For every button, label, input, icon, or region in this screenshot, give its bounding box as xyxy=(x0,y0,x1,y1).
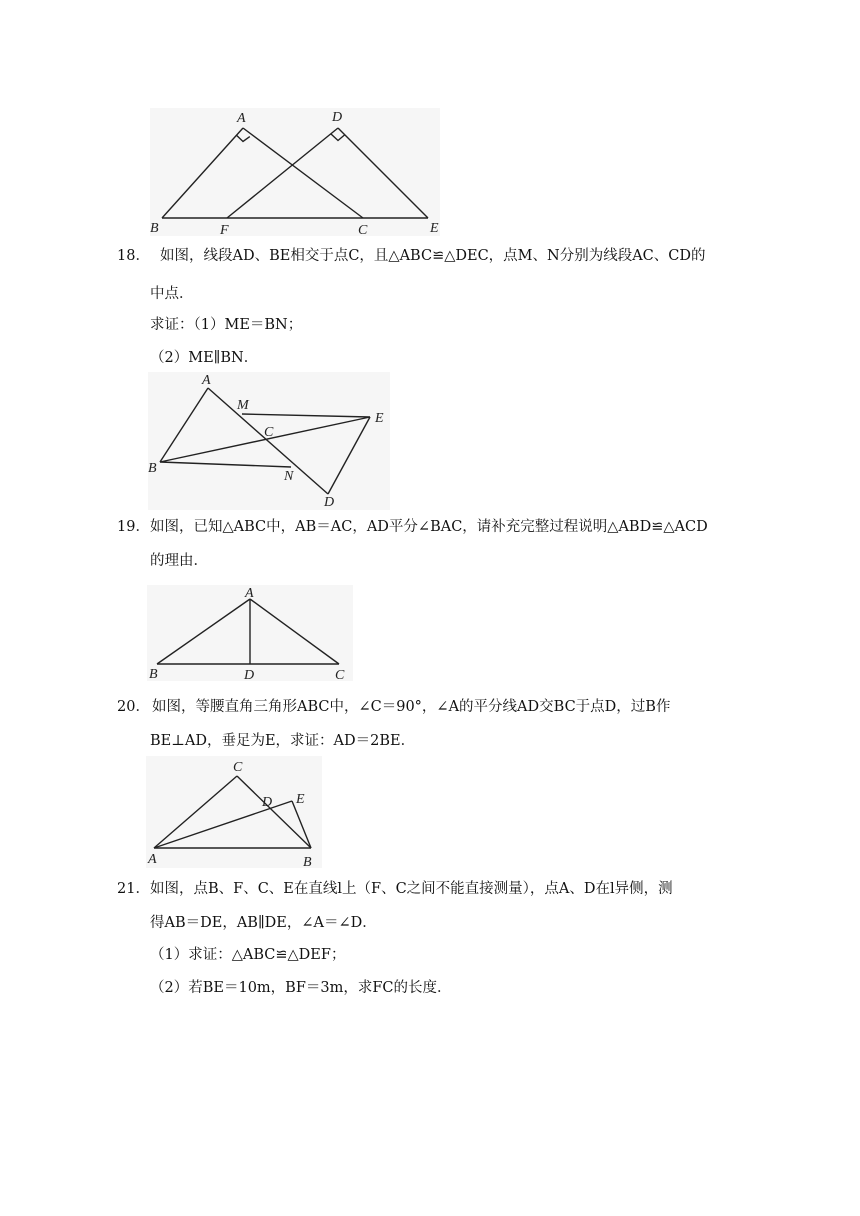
segment-eb xyxy=(292,801,311,848)
label-a: A xyxy=(245,586,254,601)
figure-18 xyxy=(148,372,390,510)
label-b: B xyxy=(150,221,159,236)
label-n: N xyxy=(284,469,294,484)
label-a: A xyxy=(237,111,246,126)
q18-number: 18． xyxy=(117,248,150,264)
figure-19 xyxy=(147,585,353,681)
figure-20 xyxy=(146,756,322,868)
q19-text-2: 的理由． xyxy=(150,553,208,569)
segment-bn xyxy=(160,462,291,467)
label-c: C xyxy=(264,425,274,440)
segment-ab xyxy=(162,128,243,218)
q18-text-2: 中点． xyxy=(150,286,194,302)
label-m: M xyxy=(237,398,249,413)
segment-ac xyxy=(243,128,363,218)
figure-17 xyxy=(150,108,440,236)
segment-de xyxy=(338,128,428,218)
q18-text-4: （2）ME∥BN． xyxy=(150,350,259,366)
label-b: B xyxy=(148,461,157,476)
label-e: E xyxy=(375,411,384,426)
segment-ab xyxy=(157,599,250,664)
label-e: E xyxy=(430,221,439,236)
q20-text-2: BE⊥AD，垂足为E，求证：AD＝2BE． xyxy=(150,733,416,749)
q21-text-2: 得AB＝DE，AB∥DE，∠A＝∠D． xyxy=(150,915,377,931)
label-d: D xyxy=(262,795,273,810)
label-d: D xyxy=(244,668,255,681)
label-c: C xyxy=(358,223,368,236)
q19-text-1: 如图，已知△ABC中，AB＝AC，AD平分∠BAC，请补充完整过程说明△ABD≌△ACD xyxy=(150,519,708,535)
segment-ac xyxy=(154,776,237,848)
right-angle-mark-a xyxy=(237,135,250,141)
label-c: C xyxy=(233,760,243,775)
segment-ed xyxy=(328,417,370,494)
label-c: C xyxy=(335,668,345,681)
q18-text-3: 求证：（1）ME＝BN； xyxy=(150,317,303,333)
q21-text-4: （2）若BE＝10m，BF＝3m，求FC的长度． xyxy=(150,980,452,996)
q21-text-1: 如图，点B、F、C、E在直线l上（F、C之间不能直接测量），点A、D在l异侧，测 xyxy=(150,881,673,897)
q21-text-3: （1）求证：△ABC≌△DEF； xyxy=(150,947,346,963)
segment-cb xyxy=(237,776,311,848)
label-f: F xyxy=(220,223,229,236)
q21-number: 21． xyxy=(117,881,150,897)
label-a: A xyxy=(148,852,157,867)
right-angle-mark-d xyxy=(331,134,345,141)
label-e: E xyxy=(296,792,305,807)
label-a: A xyxy=(202,373,211,388)
label-d: D xyxy=(332,110,343,125)
segment-ad xyxy=(208,388,328,494)
label-b: B xyxy=(149,667,158,681)
label-d: D xyxy=(324,495,335,510)
label-b: B xyxy=(303,855,312,868)
q19-number: 19． xyxy=(117,519,150,535)
segment-me xyxy=(242,414,370,417)
q20-number: 20． xyxy=(117,699,150,715)
q18-text-1: 如图，线段AD、BE相交于点C，且△ABC≌△DEC，点M、N分别为线段AC、CD的 xyxy=(160,248,706,264)
segment-ab xyxy=(160,388,208,462)
segment-ac xyxy=(250,599,339,664)
q20-text-1: 如图，等腰直角三角形ABC中，∠C＝90°，∠A的平分线AD交BC于点D，过B作 xyxy=(152,699,671,715)
